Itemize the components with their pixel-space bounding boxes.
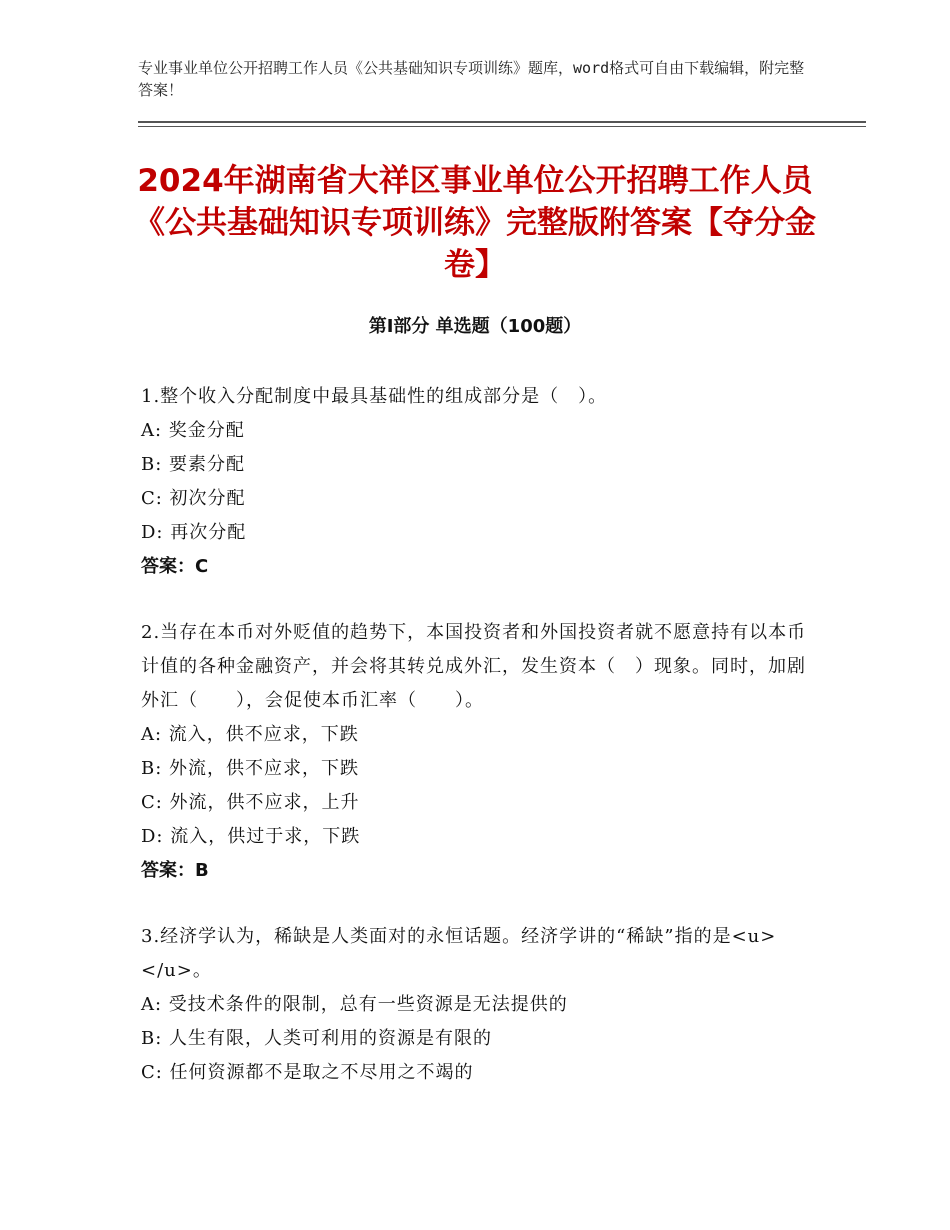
option-b: B: 人生有限，人类可利用的资源是有限的 [141, 1028, 493, 1049]
section-heading: 第I部分 单选题（100题） [368, 316, 582, 337]
option-d: D: 再次分配 [141, 522, 247, 543]
question-stem: 3.经济学认为，稀缺是人类面对的永恒话题。经济学讲的“稀缺”指的是<u> </u>。 [141, 926, 834, 981]
question-3 [141, 920, 834, 1090]
answer: 答案：C [141, 556, 209, 577]
question-list [141, 380, 834, 1122]
option-a: A: 奖金分配 [141, 420, 245, 441]
option-b: B: 要素分配 [141, 454, 246, 475]
option-c: C: 外流，供不应求，上升 [141, 792, 360, 813]
option-a: A: 流入，供不应求，下跌 [141, 724, 359, 745]
document-title: 2024年湖南省大祥区事业单位公开招聘工作人员《公共基础知识专项训练》完整版附答案【夺分金卷】 [134, 163, 816, 283]
header-divider-thin [138, 126, 866, 127]
option-c: C: 任何资源都不是取之不尽用之不竭的 [141, 1062, 474, 1083]
option-c: C: 初次分配 [141, 488, 246, 509]
question-2 [141, 616, 811, 888]
question-1 [141, 380, 811, 584]
header-divider-thick [138, 121, 866, 123]
option-d: D: 流入，供过于求，下跌 [141, 826, 361, 847]
answer: 答案：B [141, 860, 209, 881]
option-a: A: 受技术条件的限制，总有一些资源是无法提供的 [141, 994, 568, 1015]
question-stem: 1.整个收入分配制度中最具基础性的组成部分是（ ）。 [141, 386, 608, 407]
question-stem: 2.当存在本币对外贬值的趋势下，本国投资者和外国投资者就不愿意持有以本币计值的各种金融资产，并会将其转兑成外汇，发生资本（ ）现象。同时，加剧外汇（ ），会促使本币汇率（ ）。 [141, 622, 807, 711]
header-note: 专业事业单位公开招聘工作人员《公共基础知识专项训练》题库，word格式可自由下载编辑，附完整答案！ [138, 59, 805, 99]
option-b: B: 外流，供不应求，下跌 [141, 758, 360, 779]
